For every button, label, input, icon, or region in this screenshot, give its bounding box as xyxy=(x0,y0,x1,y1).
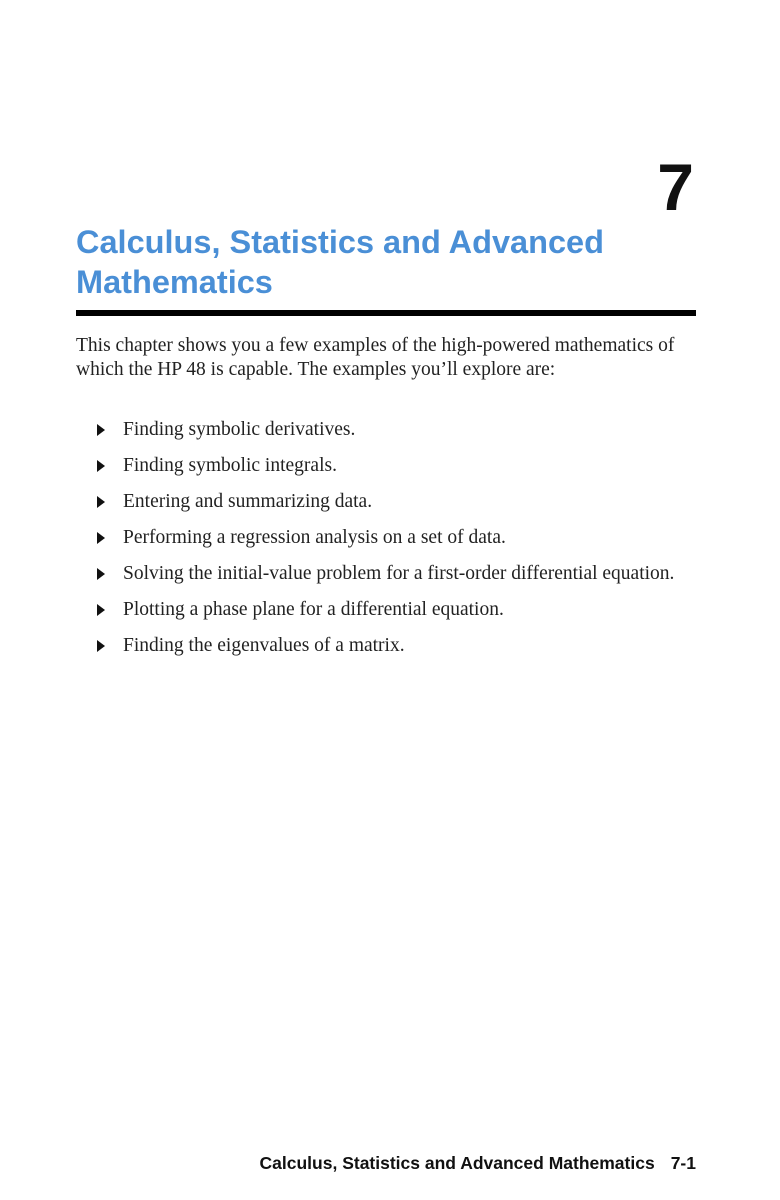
list-item-text: Performing a regression analysis on a set of data. xyxy=(123,527,506,548)
list-item-text: Finding symbolic derivatives. xyxy=(123,419,356,440)
triangle-right-icon xyxy=(97,640,105,652)
list-item-text: Finding symbolic integrals. xyxy=(123,455,337,476)
title-rule xyxy=(76,310,696,316)
page-footer xyxy=(260,1152,696,1174)
chapter-number: 7 xyxy=(657,150,694,224)
list-item xyxy=(76,562,696,586)
list-item xyxy=(76,418,696,442)
list-item-text: Plotting a phase plane for a differential equation. xyxy=(123,599,504,620)
list-item xyxy=(76,490,696,514)
intro-paragraph: This chapter shows you a few examples of the high-powered mathematics of which the HP 48 is capable. The examples you’ll explore are: xyxy=(76,335,675,380)
list-item xyxy=(76,634,696,658)
bullet-list xyxy=(76,418,696,670)
triangle-right-icon xyxy=(97,568,105,580)
list-item-text: Solving the initial-value problem for a first-order differential equation. xyxy=(123,563,675,584)
list-item-text: Entering and summarizing data. xyxy=(123,491,373,512)
list-item xyxy=(76,454,696,478)
chapter-title: Calculus, Statistics and Advanced Mathematics xyxy=(76,224,604,300)
list-item-text: Finding the eigenvalues of a matrix. xyxy=(123,635,405,656)
list-item xyxy=(76,598,696,622)
triangle-right-icon xyxy=(97,460,105,472)
running-title: Calculus, Statistics and Advanced Mathematics xyxy=(259,1153,655,1173)
triangle-right-icon xyxy=(97,496,105,508)
triangle-right-icon xyxy=(97,532,105,544)
list-item xyxy=(76,526,696,550)
page-number: 7-1 xyxy=(670,1153,696,1173)
triangle-right-icon xyxy=(97,424,105,436)
triangle-right-icon xyxy=(97,604,105,616)
